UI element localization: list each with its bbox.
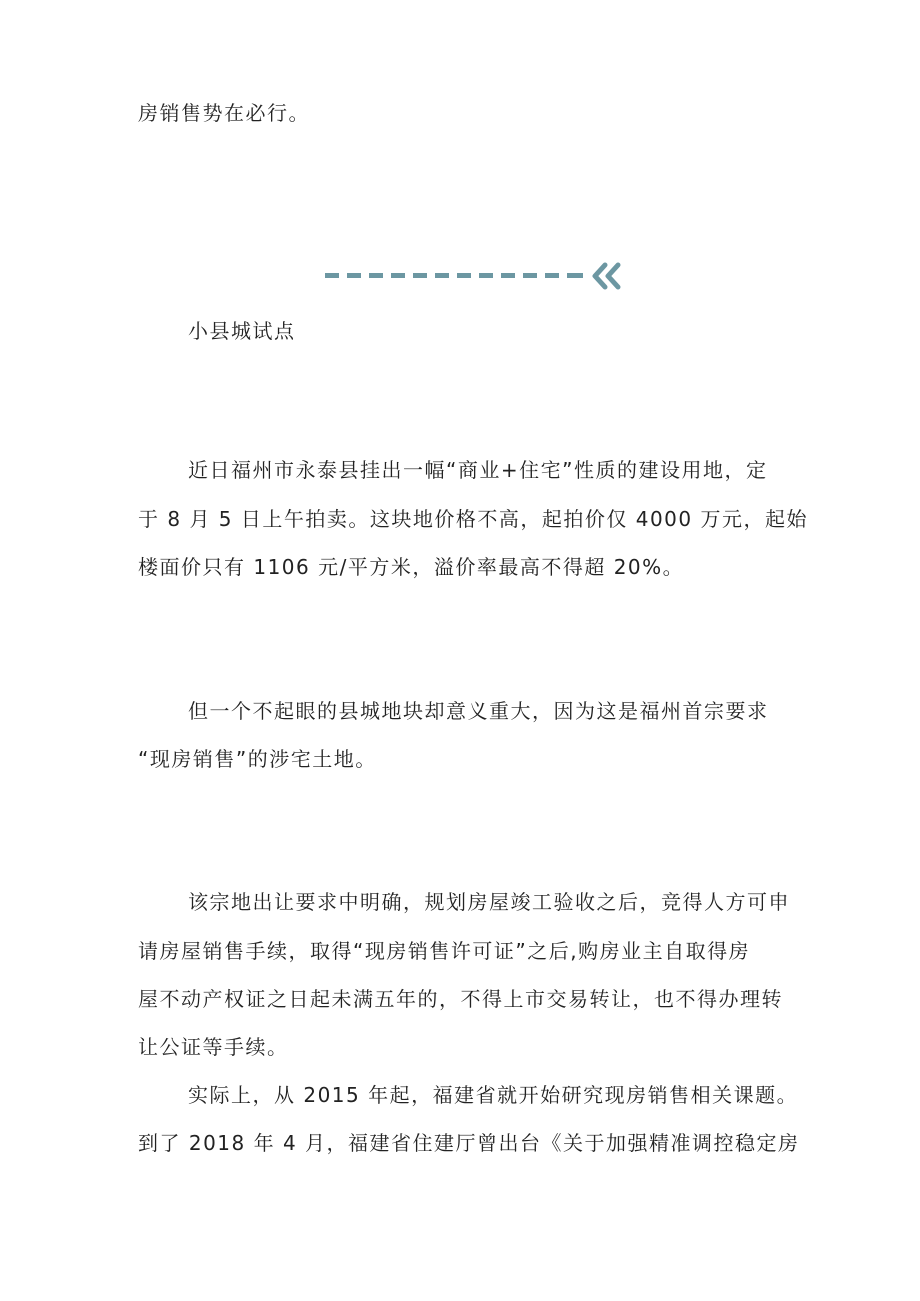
text-line-4: 于 8 月 5 日上午拍卖。这块地价格不高，起拍价仅 4000 万元，起始 — [138, 507, 808, 531]
section-divider — [325, 262, 625, 290]
text-line-5: 楼面价只有 1106 元/平方米，溢价率最高不得超 20%。 — [138, 555, 685, 579]
section-heading: 小县城试点 — [188, 319, 296, 343]
text-line-1: 房销售势在必行。 — [138, 101, 310, 125]
text-line-13: 到了 2018 年 4 月，福建省住建厅曾出台《关于加强精准调控稳定房 — [138, 1131, 800, 1155]
text-line-10: 屋不动产权证之日起未满五年的，不得上市交易转让，也不得办理转 — [138, 987, 783, 1011]
dashed-line — [325, 273, 583, 278]
text-line-8: 该宗地出让要求中明确，规划房屋竣工验收之后，竞得人方可申 — [188, 890, 790, 914]
text-line-9: 请房屋销售手续，取得“现房销售许可证”之后,购房业主自取得房 — [138, 939, 751, 963]
text-line-12: 实际上，从 2015 年起，福建省就开始研究现房销售相关课题。 — [188, 1083, 799, 1107]
text-line-6: 但一个不起眼的县城地块却意义重大，因为这是福州首宗要求 — [188, 699, 769, 723]
text-line-11: 让公证等手续。 — [138, 1035, 289, 1059]
double-chevron-left-icon — [595, 265, 618, 287]
text-line-7: “现房销售”的涉宅土地。 — [138, 747, 377, 771]
text-line-3: 近日福州市永泰县挂出一幅“商业+住宅”性质的建设用地，定 — [188, 458, 768, 482]
